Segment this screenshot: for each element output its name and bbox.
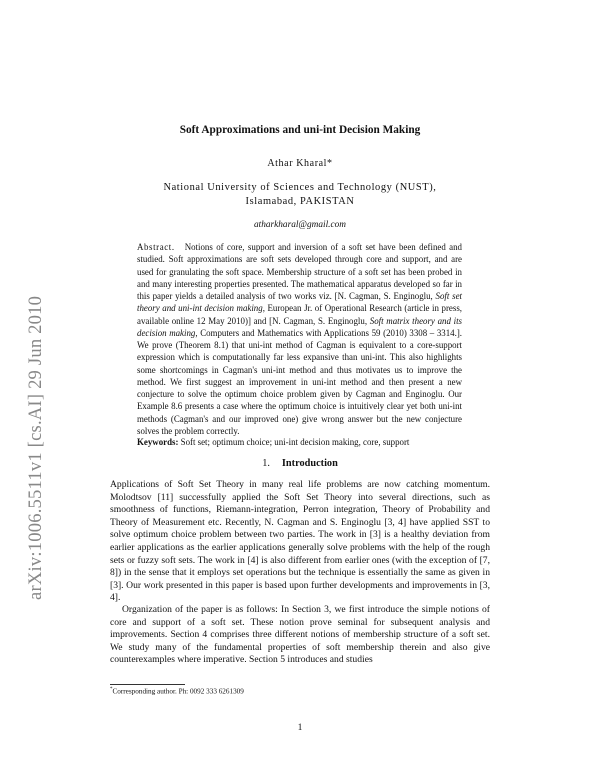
- abstract: [137, 241, 462, 437]
- footnote-rule: [110, 684, 185, 685]
- intro-paragraph-2: Organization of the paper is as follows: In Section 3, we first introduce the simple notions of core and support of a soft set. These notion prove seminal for subsequent analysis and improvements. Section 4 comprises three different notions of membership structure of a soft set. We study many of the fundamental properties of soft membership therein and also give counterexamples where imperative. Section 5 introduces and studies: [110, 604, 490, 666]
- section-number: 1.: [262, 458, 270, 469]
- abstract-label: Abstract.: [137, 242, 175, 252]
- arxiv-identifier-stamp: [7, 205, 46, 600]
- abstract-citation-2: Soft matrix theory and its decision making: [137, 315, 462, 338]
- abstract-text-2: , European Jr. of Operational Research (article in press, available online 12 May 2010)] and [N. Cagman, S. Enginoglu,: [137, 303, 462, 326]
- arxiv-id-text: arXiv:1006.5511v1 [cs.AI] 29 Jun 2010: [25, 295, 46, 600]
- abstract-text-1: Notions of core, support and inversion of a soft set have been defined and studied. Soft approximations are soft sets developed through core and support, and are used for granulating the soft space. Membership structure of a soft set has been probed in and many interesting properties presented. The mathematical apparatus developed so far in this paper yields a detailed analysis of two works viz. [N. Cagman, S. Enginoglu,: [137, 242, 462, 301]
- keywords: [137, 437, 462, 447]
- abstract-text-3: , Computers and Mathematics with Applications 59 (2010) 3308 – 3314.]. We prove (Theorem 8.1) that uni-int method of Cagman is equivalent to a core-support expression which is computationally far less expansive than uni-int. This also highlights some shortcomings in Cagman's uni-int method and thus motivates us to improve the method. We first suggest an improvement in uni-int method and then present a new conjecture to solve the optimum choice problem given by Cagman and Enginoglu. Our Example 8.6 presents a case where the optimum choice is intuitively clear yet both uni-int methods (Cagman's and our improved one) give wrong answer but the new conjecture solves the problem correctly.: [137, 327, 462, 436]
- section-title: Introduction: [281, 458, 338, 469]
- affiliation-line-2: Islamabad, PAKISTAN: [245, 196, 355, 207]
- footnote-text: Corresponding author. Ph: 0092 333 6261309: [112, 687, 244, 696]
- paper-title: Soft Approximations and uni-int Decision Making: [179, 124, 421, 136]
- footnote: [110, 687, 490, 695]
- footnote-mark: *: [110, 687, 113, 692]
- abstract-citation-1: Soft set theory and uni-int decision making: [137, 291, 462, 314]
- keywords-text: Soft set; optimum choice; uni-int decision making, core, support: [180, 437, 410, 447]
- keywords-label: Keywords:: [137, 437, 179, 447]
- section-heading: [0, 458, 600, 469]
- intro-paragraph-1: Applications of Soft Set Theory in many real life problems are now catching momentum. Molodtsov [11] successfully applied the Soft Set Theory into several directions, such as smoothness of functions, Riemann-integration, Perron integration, Theory of Probability and Theory of Measurement etc. Recently, N. Cagman and S. Enginoglu [3, 4] have applied SST to solve optimum choice problem between two parties. The work in [3] is a healthy deviation from earlier applications as the earlier applications generally solve problems with the help of the rough sets or fuzzy soft sets. The work in [4] is also different from earlier ones (with the exception of [7, 8]) in the sense that it employs set operations but the technique is essentially the same as given in [3]. Our work presented in this paper is based upon further developments and improvements in [3, 4].: [110, 479, 490, 604]
- page-number: 1: [297, 722, 303, 733]
- author-email: atharkharal@gmail.com: [254, 220, 346, 230]
- author-name: Athar Kharal*: [267, 158, 333, 169]
- affiliation-line-1: National University of Sciences and Technology (NUST),: [163, 182, 437, 193]
